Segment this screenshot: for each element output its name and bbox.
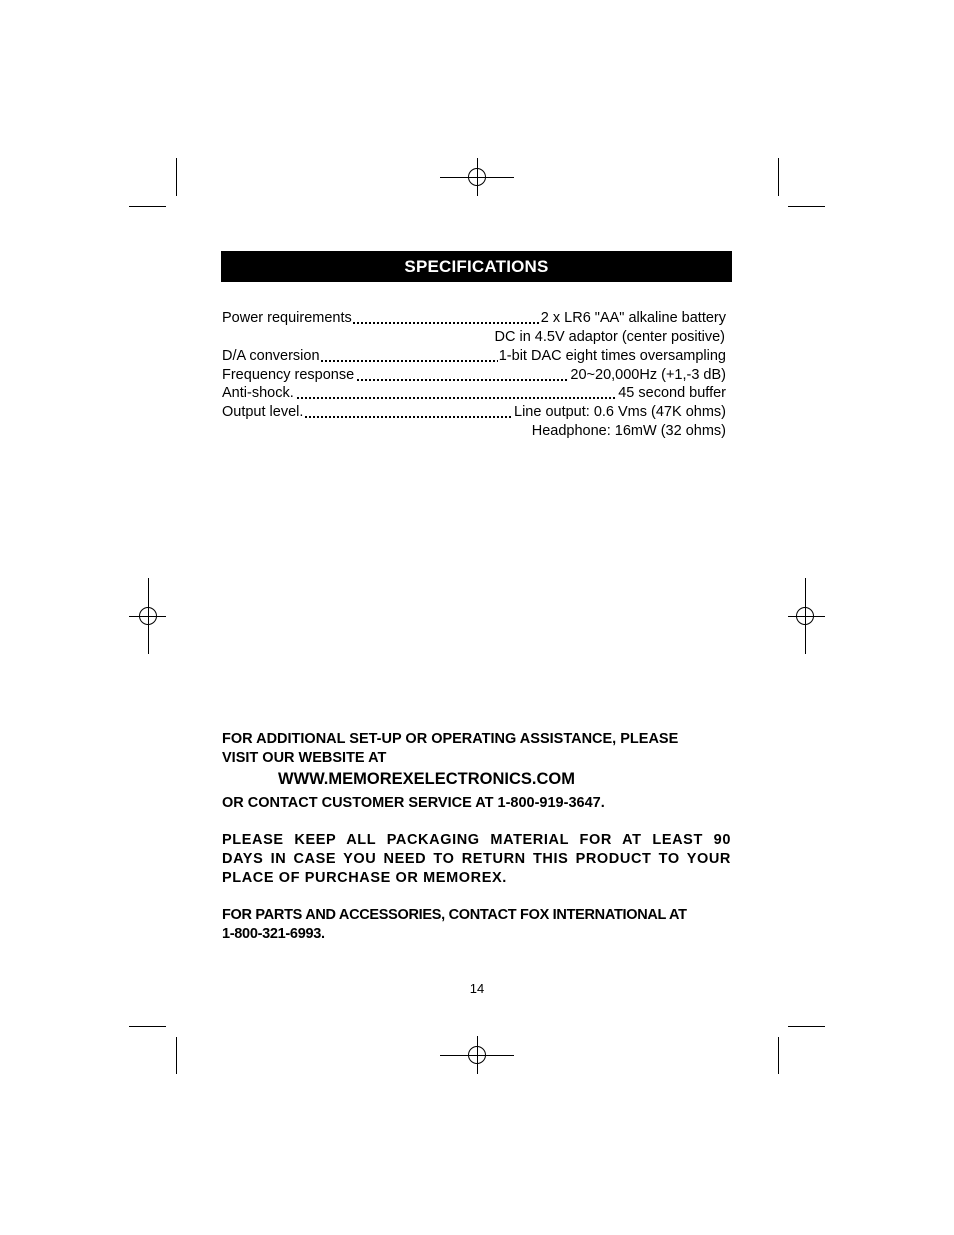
spec-row-anti-shock	[222, 384, 726, 403]
spec-continuation: Headphone: 16mW (32 ohms)	[531, 423, 726, 439]
spec-label: Anti-shock.	[222, 385, 294, 401]
spec-value: 2 x LR6 "AA" alkaline battery	[540, 310, 726, 326]
page-number: 14	[469, 981, 485, 996]
packaging-line: DAYS IN CASE YOU NEED TO RETURN THIS PRODUCT TO YOUR	[222, 851, 731, 867]
crop-mark-bottom-left-horizontal	[129, 1026, 166, 1027]
packaging-line: PLEASE KEEP ALL PACKAGING MATERIAL FOR AT LEAST 90	[222, 832, 731, 848]
spec-label: Output level.	[222, 404, 304, 420]
parts-notice	[222, 906, 732, 944]
spec-row-frequency-response	[222, 366, 726, 385]
crop-mark-bottom-left-vertical	[176, 1037, 177, 1074]
spec-row-da-conversion	[222, 347, 726, 366]
customer-service-line: OR CONTACT CUSTOMER SERVICE AT 1-800-919-3647.	[222, 795, 605, 811]
support-line: VISIT OUR WEBSITE AT	[222, 750, 387, 766]
spec-value: Line output: 0.6 Vms (47K ohms)	[514, 404, 726, 420]
crop-mark-bottom-right-vertical	[778, 1037, 779, 1074]
crop-mark-top-left-vertical	[176, 158, 177, 196]
spec-label: Power requirements	[222, 310, 352, 326]
spec-continuation: DC in 4.5V adaptor (center positive)	[494, 329, 725, 345]
spec-label: Frequency response	[222, 367, 355, 383]
spec-row-output-level	[222, 403, 726, 422]
crop-mark-top-left-horizontal	[129, 206, 166, 207]
parts-line: 1-800-321-6993.	[222, 926, 325, 942]
crop-mark-top-right-vertical	[778, 158, 779, 196]
website-link[interactable]: WWW.MEMOREXELECTRONICS.COM	[278, 770, 575, 788]
section-title: SPECIFICATIONS	[221, 251, 732, 282]
spec-value: 1-bit DAC eight times oversampling	[498, 348, 726, 364]
spec-label: D/A conversion	[222, 348, 320, 364]
spec-row-power	[222, 309, 726, 328]
spec-value: 45 second buffer	[618, 385, 726, 401]
packaging-line: PLACE OF PURCHASE OR MEMOREX.	[222, 870, 507, 886]
spec-value: 20~20,000Hz (+1,-3 dB)	[570, 367, 726, 383]
parts-line: FOR PARTS AND ACCESSORIES, CONTACT FOX INTERNATIONAL AT	[222, 907, 687, 923]
packaging-notice	[222, 831, 731, 888]
crop-mark-bottom-right-horizontal	[788, 1026, 825, 1027]
support-line: FOR ADDITIONAL SET-UP OR OPERATING ASSISTANCE, PLEASE	[222, 731, 679, 747]
crop-mark-top-right-horizontal	[788, 206, 825, 207]
